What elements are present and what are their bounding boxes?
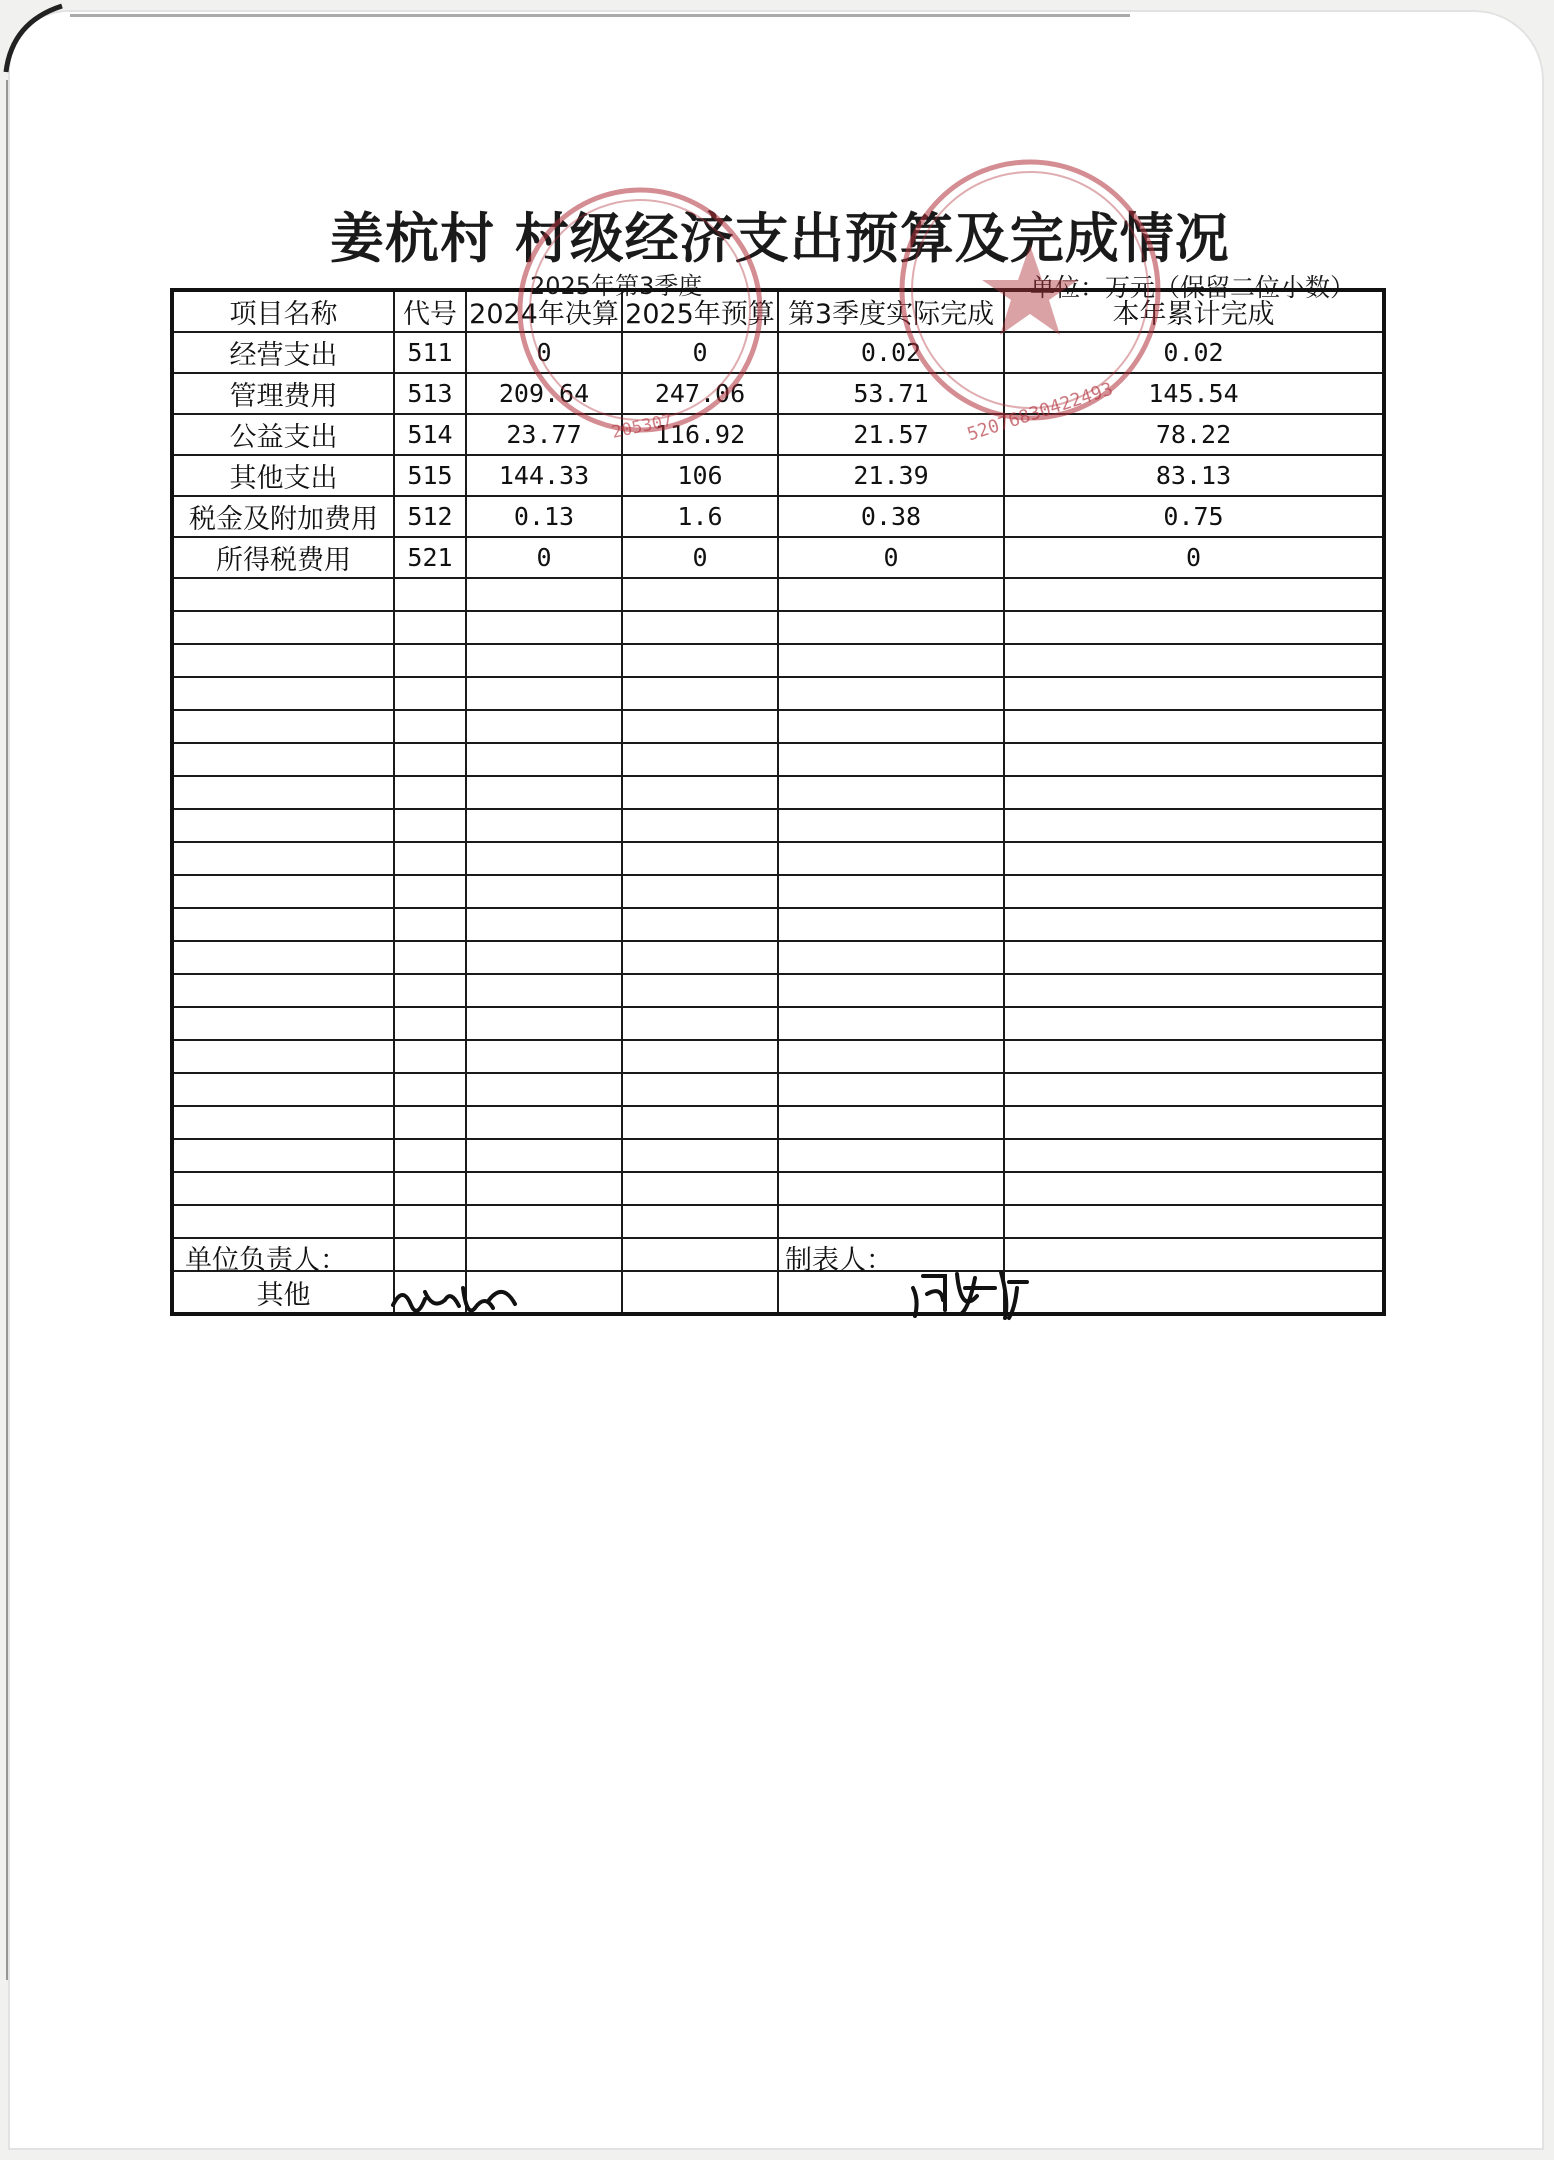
empty-row: [172, 1205, 1384, 1238]
cell-budget-2025: 247.06: [622, 373, 778, 414]
cell-budget-2025: [622, 908, 778, 941]
empty-row: [172, 578, 1384, 611]
cell-ytd: [1004, 1139, 1384, 1172]
cell-code: [394, 578, 466, 611]
cell-budget-2025: [622, 644, 778, 677]
cell-ytd: [1004, 677, 1384, 710]
unit-note: 单位：万元（保留二位小数）: [1030, 273, 1356, 302]
cell-actual-2024: 209.64: [466, 373, 622, 414]
cell-code: [394, 1205, 466, 1238]
cell-code: [394, 974, 466, 1007]
cell-actual-2024: [466, 611, 622, 644]
empty-row: [172, 1073, 1384, 1106]
cell-q3-actual: [778, 710, 1004, 743]
cell-name: [172, 677, 394, 710]
header-ytd: 本年累计完成: [1004, 290, 1384, 332]
footer-empty-cell: [1004, 1271, 1384, 1314]
cell-q3-actual: [778, 1007, 1004, 1040]
cell-q3-actual: [778, 974, 1004, 1007]
cell-code: [394, 1172, 466, 1205]
cell-ytd: [1004, 578, 1384, 611]
cell-ytd: [1004, 842, 1384, 875]
cell-code: 514: [394, 414, 466, 455]
empty-row: [172, 941, 1384, 974]
seal-code-left: 205307: [610, 410, 675, 443]
cell-actual-2024: [466, 1172, 622, 1205]
cell-budget-2025: [622, 941, 778, 974]
cell-name: [172, 842, 394, 875]
cell-q3-actual: 0: [778, 537, 1004, 578]
cell-budget-2025: [622, 809, 778, 842]
header-2025-budget: 2025年预算: [622, 290, 778, 332]
cell-budget-2025: [622, 677, 778, 710]
table-header-row: [172, 290, 1384, 332]
cell-code: [394, 809, 466, 842]
cell-ytd: [1004, 776, 1384, 809]
cell-actual-2024: [466, 677, 622, 710]
cell-budget-2025: [622, 611, 778, 644]
cell-code: [394, 1139, 466, 1172]
empty-row: [172, 1106, 1384, 1139]
cell-q3-actual: [778, 578, 1004, 611]
cell-q3-actual: [778, 1073, 1004, 1106]
table-row: [172, 332, 1384, 373]
cell-actual-2024: 144.33: [466, 455, 622, 496]
page-corner-curl-icon: [2, 2, 82, 82]
empty-row: [172, 1238, 1384, 1271]
cell-actual-2024: [466, 875, 622, 908]
cell-ytd: 0: [1004, 537, 1384, 578]
empty-row: [172, 743, 1384, 776]
cell-budget-2025: [622, 1040, 778, 1073]
cell-q3-actual: [778, 776, 1004, 809]
cell-ytd: [1004, 908, 1384, 941]
header-q3-actual: 第3季度实际完成: [778, 290, 1004, 332]
cell-actual-2024: [466, 1205, 622, 1238]
empty-row: [172, 776, 1384, 809]
empty-row: [172, 842, 1384, 875]
cell-ytd: [1004, 1106, 1384, 1139]
cell-budget-2025: [622, 1238, 778, 1271]
cell-name: 公益支出: [172, 414, 394, 455]
cell-code: 521: [394, 537, 466, 578]
cell-budget-2025: 106: [622, 455, 778, 496]
cell-ytd: [1004, 809, 1384, 842]
document-title: 姜杭村 村级经济支出预算及完成情况: [330, 207, 1230, 270]
cell-code: [394, 908, 466, 941]
cell-q3-actual: [778, 1172, 1004, 1205]
table-row: [172, 414, 1384, 455]
empty-row: [172, 677, 1384, 710]
scan-edge-left: [6, 80, 8, 1980]
cell-name: 其他支出: [172, 455, 394, 496]
cell-name: [172, 1205, 394, 1238]
cell-code: [394, 743, 466, 776]
cell-name: 管理费用: [172, 373, 394, 414]
cell-budget-2025: [622, 1106, 778, 1139]
leader-label: 单位负责人：: [185, 1245, 347, 1276]
empty-row: [172, 809, 1384, 842]
header-2024-actual: 2024年决算: [466, 290, 622, 332]
cell-code: [394, 611, 466, 644]
cell-q3-actual: 53.71: [778, 373, 1004, 414]
preparer-signature: [905, 1258, 1035, 1328]
cell-ytd: [1004, 974, 1384, 1007]
cell-ytd: [1004, 644, 1384, 677]
cell-budget-2025: [622, 1073, 778, 1106]
empty-row: [172, 908, 1384, 941]
cell-q3-actual: 0.38: [778, 496, 1004, 537]
cell-actual-2024: [466, 710, 622, 743]
table-row: [172, 373, 1384, 414]
cell-code: [394, 677, 466, 710]
report-period: 2025年第3季度: [530, 272, 703, 300]
seal-code-right: 52076830422493: [964, 378, 1116, 446]
cell-actual-2024: [466, 1040, 622, 1073]
cell-actual-2024: 0: [466, 537, 622, 578]
empty-row: [172, 1172, 1384, 1205]
table-row: [172, 496, 1384, 537]
table-row: [172, 537, 1384, 578]
cell-code: [394, 644, 466, 677]
empty-row: [172, 611, 1384, 644]
cell-actual-2024: [466, 1007, 622, 1040]
header-item-name: 项目名称: [172, 290, 394, 332]
cell-code: [394, 1007, 466, 1040]
cell-actual-2024: 0.13: [466, 496, 622, 537]
cell-name: [172, 974, 394, 1007]
cell-actual-2024: [466, 809, 622, 842]
cell-q3-actual: [778, 677, 1004, 710]
preparer-label: 制表人：: [785, 1245, 893, 1276]
cell-name: 经营支出: [172, 332, 394, 373]
cell-budget-2025: [622, 776, 778, 809]
footer-row: [172, 1271, 1384, 1314]
cell-actual-2024: [466, 578, 622, 611]
cell-name: [172, 743, 394, 776]
cell-ytd: 83.13: [1004, 455, 1384, 496]
cell-q3-actual: [778, 842, 1004, 875]
cell-ytd: [1004, 743, 1384, 776]
cell-actual-2024: [466, 1139, 622, 1172]
cell-budget-2025: [622, 578, 778, 611]
cell-name: [172, 941, 394, 974]
scan-edge-top: [70, 14, 1130, 17]
cell-code: [394, 1040, 466, 1073]
cell-name: [172, 1106, 394, 1139]
cell-name: [172, 908, 394, 941]
header-code: 代号: [394, 290, 466, 332]
cell-ytd: [1004, 1205, 1384, 1238]
cell-ytd: [1004, 1007, 1384, 1040]
cell-actual-2024: [466, 1073, 622, 1106]
empty-row: [172, 974, 1384, 1007]
expenditure-table: [170, 288, 1386, 1316]
cell-q3-actual: [778, 743, 1004, 776]
cell-budget-2025: [622, 1139, 778, 1172]
cell-name: [172, 1040, 394, 1073]
empty-row: [172, 875, 1384, 908]
empty-row: [172, 1040, 1384, 1073]
cell-q3-actual: [778, 644, 1004, 677]
cell-q3-actual: [778, 875, 1004, 908]
cell-q3-actual: [778, 611, 1004, 644]
cell-code: 511: [394, 332, 466, 373]
cell-ytd: [1004, 710, 1384, 743]
cell-code: [394, 710, 466, 743]
cell-actual-2024: [466, 908, 622, 941]
cell-name: 税金及附加费用: [172, 496, 394, 537]
cell-name: [172, 875, 394, 908]
cell-actual-2024: 0: [466, 332, 622, 373]
cell-name: [172, 578, 394, 611]
cell-actual-2024: [466, 1106, 622, 1139]
cell-actual-2024: [466, 941, 622, 974]
cell-ytd: 78.22: [1004, 414, 1384, 455]
cell-q3-actual: [778, 908, 1004, 941]
cell-ytd: 0.02: [1004, 332, 1384, 373]
empty-row: [172, 644, 1384, 677]
cell-actual-2024: [466, 1238, 622, 1271]
cell-budget-2025: [622, 1007, 778, 1040]
cell-name: [172, 611, 394, 644]
cell-code: [394, 875, 466, 908]
cell-budget-2025: 0: [622, 537, 778, 578]
cell-code: 515: [394, 455, 466, 496]
cell-name: [172, 1139, 394, 1172]
cell-actual-2024: 23.77: [466, 414, 622, 455]
cell-ytd: [1004, 1073, 1384, 1106]
cell-q3-actual: 21.39: [778, 455, 1004, 496]
table-row: [172, 455, 1384, 496]
cell-budget-2025: 0: [622, 332, 778, 373]
cell-ytd: 145.54: [1004, 373, 1384, 414]
cell-ytd: 0.75: [1004, 496, 1384, 537]
empty-row: [172, 710, 1384, 743]
cell-actual-2024: [466, 776, 622, 809]
cell-name: [172, 776, 394, 809]
cell-code: [394, 1238, 466, 1271]
footer-other-label: 其他: [172, 1271, 394, 1314]
cell-budget-2025: 116.92: [622, 414, 778, 455]
cell-ytd: [1004, 1172, 1384, 1205]
cell-q3-actual: [778, 941, 1004, 974]
cell-budget-2025: [622, 974, 778, 1007]
cell-budget-2025: [622, 842, 778, 875]
cell-code: [394, 941, 466, 974]
cell-q3-actual: [778, 1040, 1004, 1073]
cell-q3-actual: [778, 1106, 1004, 1139]
cell-code: [394, 1073, 466, 1106]
cell-code: [394, 1106, 466, 1139]
cell-actual-2024: [466, 842, 622, 875]
footer-empty-cell: [622, 1271, 778, 1314]
cell-name: 所得税费用: [172, 537, 394, 578]
cell-budget-2025: 1.6: [622, 496, 778, 537]
cell-name: [172, 644, 394, 677]
cell-budget-2025: [622, 743, 778, 776]
cell-name: [172, 1007, 394, 1040]
cell-q3-actual: [778, 1139, 1004, 1172]
cell-q3-actual: [778, 1205, 1004, 1238]
cell-name: [172, 710, 394, 743]
cell-actual-2024: [466, 743, 622, 776]
cell-code: 512: [394, 496, 466, 537]
cell-budget-2025: [622, 1172, 778, 1205]
cell-budget-2025: [622, 875, 778, 908]
cell-code: [394, 776, 466, 809]
cell-code: [394, 842, 466, 875]
cell-code: 513: [394, 373, 466, 414]
cell-q3-actual: [778, 809, 1004, 842]
empty-row: [172, 1007, 1384, 1040]
cell-actual-2024: [466, 974, 622, 1007]
cell-ytd: [1004, 941, 1384, 974]
cell-budget-2025: [622, 1205, 778, 1238]
leader-signature: [385, 1270, 525, 1330]
cell-budget-2025: [622, 710, 778, 743]
cell-name: [172, 1172, 394, 1205]
cell-ytd: [1004, 1040, 1384, 1073]
empty-row: [172, 1139, 1384, 1172]
cell-actual-2024: [466, 644, 622, 677]
cell-name: [172, 809, 394, 842]
cell-ytd: [1004, 1238, 1384, 1271]
cell-q3-actual: 0.02: [778, 332, 1004, 373]
cell-q3-actual: 21.57: [778, 414, 1004, 455]
cell-ytd: [1004, 875, 1384, 908]
cell-name: [172, 1073, 394, 1106]
cell-ytd: [1004, 611, 1384, 644]
